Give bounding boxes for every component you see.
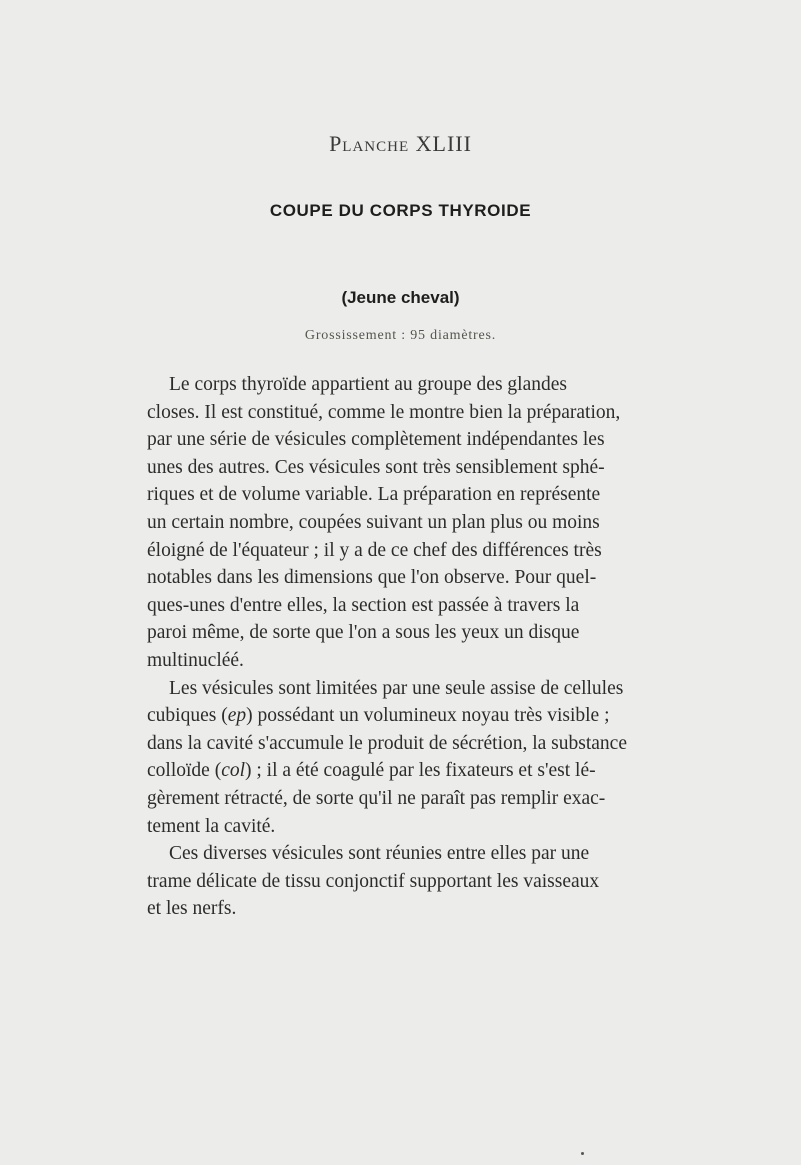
text-fragment: cubiques ( [147,705,228,727]
page-title: COUPE DU CORPS THYROIDE [269,201,532,220]
text-line: closes. Il est constitué, comme le montre bien la préparation, [147,401,621,423]
text-line [147,757,657,785]
text-line: gèrement rétracté, de sorte qu'il ne paraît pas remplir exac- [147,787,606,809]
magnification-note: Grossissement : 95 diamètres. [304,328,497,343]
text-line: éloigné de l'équateur ; il y a de ce chef des différences très [147,539,602,561]
text-line: tement la cavité. [147,815,276,837]
page-subtitle: (Jeune cheval) [341,288,460,307]
text-line: par une série de vésicules complètement indépendantes les [147,429,605,451]
text-line: unes des autres. Ces vésicules sont très sensiblement sphé- [147,456,605,478]
text-line: multinucléé. [147,649,244,671]
text-line: un certain nombre, coupées suivant un plan plus ou moins [147,511,600,533]
text-fragment: ) ; il a été coagulé par les fixateurs et s'est lé- [245,760,596,782]
text-fragment: ) possédant un volumineux noyau très visible ; [246,705,610,727]
body-text [147,371,657,923]
page-speck [581,1152,584,1155]
plate-label: Planche XLIII [329,131,472,156]
text-line: ques-unes d'entre elles, la section est passée à travers la [147,594,580,616]
text-line: paroi même, de sorte que l'on a sous les yeux un disque [147,622,580,644]
text-line: dans la cavité s'accumule le produit de sécrétion, la substance [147,732,627,754]
text-line: trame délicate de tissu conjonctif supportant les vaisseaux [147,870,600,892]
paragraph-3 [147,840,657,923]
text-line: et les nerfs. [147,898,237,920]
text-line: riques et de volume variable. La préparation en représente [147,484,601,506]
text-line: notables dans les dimensions que l'on observe. Pour quel- [147,567,597,589]
text-line: Ces diverses vésicules sont réunies entre elles par une [169,843,590,865]
text-line: Le corps thyroïde appartient au groupe des glandes [169,374,567,395]
paragraph-1 [147,371,657,675]
label-col: col [221,760,246,782]
text-line: Les vésicules sont limitées par une seule assise de cellules [169,677,624,699]
text-line [147,702,657,730]
text-fragment: colloïde ( [147,760,222,782]
label-ep: ep [227,705,247,727]
paragraph-2 [147,675,657,841]
